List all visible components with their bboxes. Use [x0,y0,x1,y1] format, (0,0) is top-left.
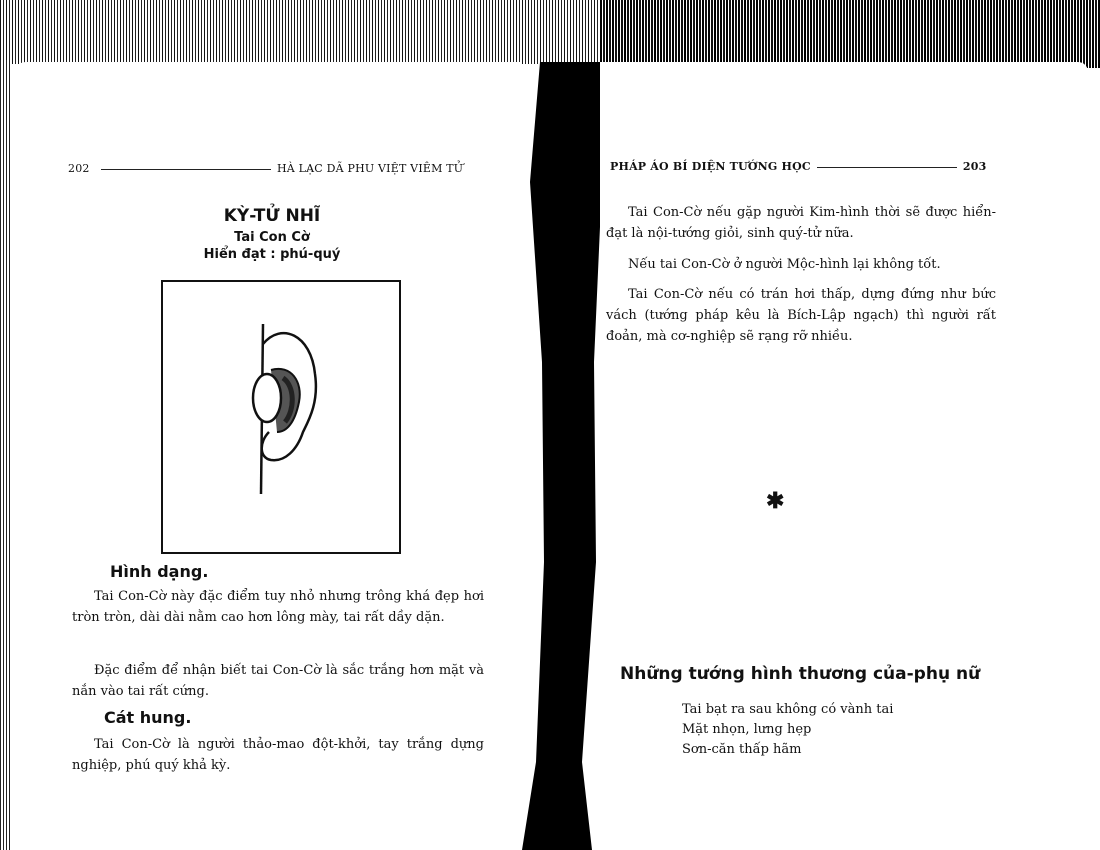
right-page-header [610,160,986,173]
chapter-title: KỲ-TỬ NHĨ [223,206,321,226]
poem-line: Mặt nhọn, lưng hẹp [682,722,812,737]
section-heading-fortune: Cát hung. [104,708,192,727]
scan-edge-top-right [600,0,1100,68]
left-page [12,62,522,850]
poem-line: Tai bạt ra sau không có vành tai [682,702,894,717]
left-page-number: 202 [68,162,90,175]
section-heading-women: Những tướng hình thương của-phụ nữ [620,664,981,684]
header-rule [101,169,271,170]
paragraph-text: Nếu tai Con-Cờ ở người Mộc-hình lại không tốt. [628,257,941,272]
poem-line: Sơn-căn thấp hãm [682,742,802,757]
right-page [600,62,1088,850]
paragraph-text: Tai Con-Cờ nếu có trán hơi thấp, dựng đứng như bức vách (tướng pháp kêu là Bích-Lập ngạch) thì người rất đoản, mà cơ-nghiệp sẽ rạng rỡ nhiều. [606,287,996,344]
left-page-header [68,162,463,175]
fortune-paragraph-1 [72,734,484,776]
chapter-meaning: Hiển đạt : phú-quý [203,247,341,262]
poem-block [682,700,893,760]
paragraph-text: Đặc điểm để nhận biết tai Con-Cờ là sắc trắng hơn mặt và nắn vào tai rất cứng. [72,663,484,699]
paragraph-text: Tai Con-Cờ nếu gặp người Kim-hình thời sẽ được hiển-đạt là nội-tướng giỏi, sinh quý-tử nữa. [606,205,996,241]
right-page-number: 203 [962,160,987,173]
paragraph-text: Tai Con-Cờ này đặc điểm tuy nhỏ nhưng trông khá đẹp hơi tròn tròn, dài dài nằm cao hơn lông mày, tai rất dầy dặn. [72,589,484,625]
chapter-title-block [152,206,392,262]
section-heading-shape: Hình dạng. [110,562,209,581]
shape-paragraph-1 [72,586,484,628]
right-paragraph-1 [606,202,996,244]
ear-illustration [163,282,399,552]
left-running-title: HÀ LẠC DÃ PHU VIỆT VIÊM TỬ [277,162,464,175]
separator-asterisk: ✱ [766,488,785,514]
ear-figure-frame [161,280,401,554]
shape-paragraph-2 [72,660,484,702]
header-rule [817,167,957,168]
chapter-subtitle: Tai Con Cờ [234,230,310,245]
right-paragraph-2 [606,254,996,275]
scan-edge-left [0,60,10,850]
book-spine-shadow [522,62,604,850]
right-running-title: PHÁP ÁO BÍ DIỆN TƯỚNG HỌC [610,160,811,173]
paragraph-text: Tai Con-Cờ là người thảo-mao đột-khởi, tay trắng dựng nghiệp, phú quý khả kỳ. [72,737,484,773]
right-paragraph-3 [606,284,996,347]
